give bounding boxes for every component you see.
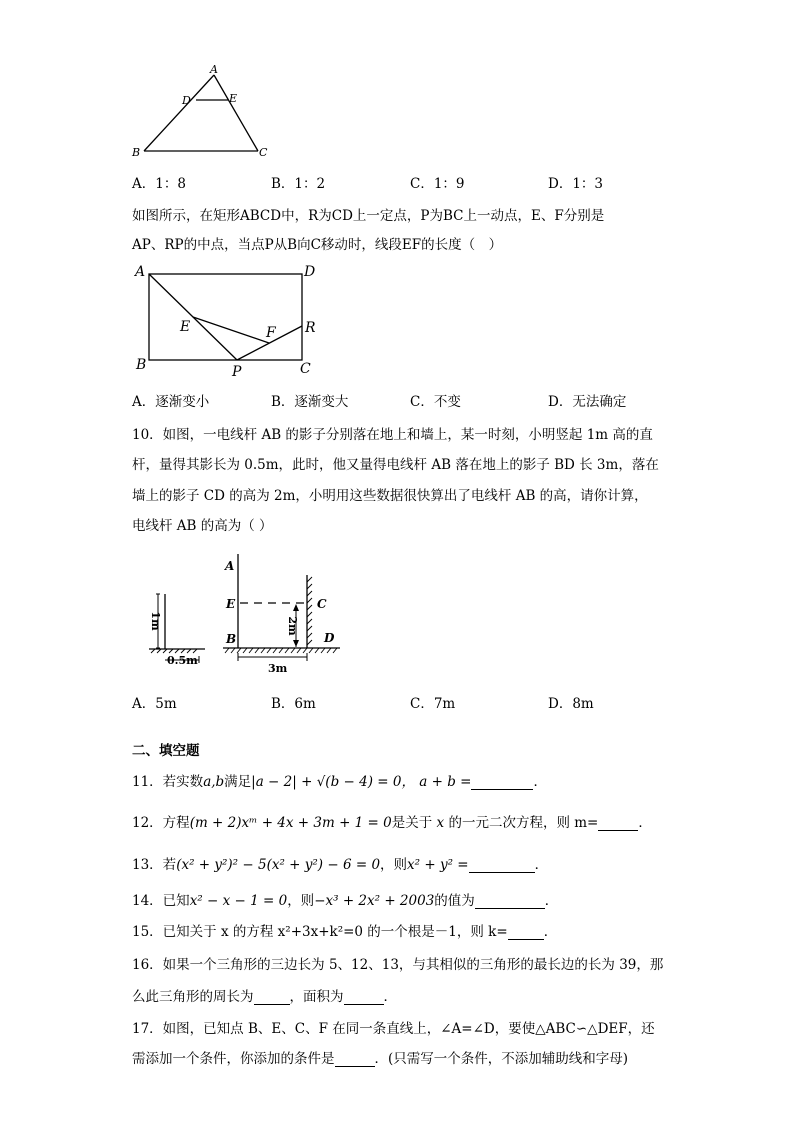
q13-period: ． xyxy=(534,857,549,873)
q9-option-c: C．不变 xyxy=(410,394,461,410)
q16-area-blank[interactable] xyxy=(344,990,384,1005)
label-A: A xyxy=(210,63,218,76)
q16-perimeter-label: 么此三角形的周长为 xyxy=(132,989,254,1005)
q10-pole-shadow-figure xyxy=(135,550,350,678)
label-F: F xyxy=(266,325,276,341)
section-fill-in-blank-heading: 二、填空题 xyxy=(132,743,200,759)
label-C: C xyxy=(259,146,268,159)
q10-option-c: C．7m xyxy=(410,696,456,712)
label-P: P xyxy=(232,364,242,380)
q16-line2 xyxy=(132,985,397,1005)
q16-period: ． xyxy=(383,989,397,1005)
label-D: D xyxy=(304,264,316,280)
wall-shadow-2m: 2m xyxy=(286,616,299,636)
q10-option-a: A．5m xyxy=(132,696,177,712)
q15-text: 15．已知关于 x 的方程 x²+3x+k²=0 的一个根是－1，则 k= xyxy=(132,924,508,940)
q15 xyxy=(132,920,557,940)
label-A: A xyxy=(135,264,146,280)
q12-x: x xyxy=(436,815,445,831)
q10-text-line3: 墙上的影子 CD 的高为 2m，小明用这些数据很快算出了电线杆 AB 的高，请你计算， xyxy=(132,488,648,504)
q12-expr: (m + 2)xᵐ + 4x + 3m + 1 = 0 xyxy=(189,815,392,831)
q14-expr2: −x³ + 2x² + 2003 xyxy=(314,893,435,909)
label-D: D xyxy=(324,631,335,645)
label-B: B xyxy=(136,357,147,373)
q8-option-d: D．1：3 xyxy=(548,176,604,192)
label-C: C xyxy=(300,361,311,377)
q13-mid: ，则 xyxy=(380,857,408,873)
label-E: E xyxy=(180,319,191,335)
label-D: D xyxy=(182,94,191,107)
q10-text-line1: 10．如图，一电线杆 AB 的影子分别落在地上和墙上，某一时刻，小明竖起 1m 高的直 xyxy=(132,427,653,443)
q15-period: ． xyxy=(543,924,558,940)
q13 xyxy=(132,853,548,873)
q11-vars: a,b xyxy=(203,774,225,790)
q13-tail: x² + y² = xyxy=(407,857,469,873)
q9-option-b: B．逐渐变大 xyxy=(271,394,349,410)
q15-answer-blank[interactable] xyxy=(508,925,544,940)
q9-text-line2: AP、RP的中点，当点P从B向C移动时，线段EF的长度（ ） xyxy=(132,237,503,253)
q14-answer-blank[interactable] xyxy=(475,894,545,909)
q14-expr1: x² − x − 1 = 0 xyxy=(189,893,288,909)
q10-text-line4: 电线杆 AB 的高为（ ） xyxy=(132,518,273,534)
q8-option-b: B．1：2 xyxy=(271,176,326,192)
ground-shadow-3m: 3m xyxy=(268,662,288,675)
q13-expr: (x² + y²)² − 5(x² + y²) − 6 = 0 xyxy=(176,857,381,873)
q10-text-line2: 杆，量得其影长为 0.5m，此时，他又量得电线杆 AB 落在地上的影子 BD 长 3m，落在 xyxy=(132,457,659,473)
stick-height-1m: 1m xyxy=(149,611,162,631)
q8-option-c: C．1：9 xyxy=(410,176,465,192)
q12-prefix: 12．方程 xyxy=(132,815,190,831)
q16-perimeter-blank[interactable] xyxy=(254,990,290,1005)
q12-mid: 是关于 xyxy=(391,815,437,831)
label-C: C xyxy=(317,597,327,611)
q11-period: ． xyxy=(533,774,547,790)
q12-period: ． xyxy=(638,815,652,831)
q13-answer-blank[interactable] xyxy=(469,858,535,873)
q12 xyxy=(132,811,652,831)
label-B: B xyxy=(132,146,141,159)
label-E: E xyxy=(229,92,238,105)
q14-mid: ，则 xyxy=(287,893,315,909)
q17-answer-blank[interactable] xyxy=(335,1052,375,1067)
q11-prefix: 11．若实数 xyxy=(132,774,204,790)
q14-period: ． xyxy=(544,893,559,909)
label-E: E xyxy=(226,597,236,611)
q12-answer-blank[interactable] xyxy=(598,816,638,831)
stick-shadow-0.5m: 0.5m xyxy=(167,654,198,667)
q17-line1: 17．如图，已知点 B、E、C、F 在同一条直线上，∠A=∠D，要使△ABC∽△DEF，还 xyxy=(132,1021,655,1037)
q11-answer-blank[interactable] xyxy=(471,775,533,790)
q11-expr: |a − 2| + √(b − 4) = 0， xyxy=(251,774,415,790)
q9-option-a: A．逐渐变小 xyxy=(132,394,210,410)
q9-text-line1: 如图所示，在矩形ABCD中，R为CD上一定点，P为BC上一动点，E、F分别是 xyxy=(132,208,605,224)
q8-triangle-figure xyxy=(128,62,278,162)
label-R: R xyxy=(305,320,316,336)
label-A: A xyxy=(225,559,235,573)
label-B: B xyxy=(226,632,237,646)
q16-line1: 16．如果一个三角形的三边长为 5、12、13，与其相似的三角形的最长边的长为 39，那 xyxy=(132,957,664,973)
q14-prefix: 14．已知 xyxy=(132,893,190,909)
q17-note: ．(只需写一个条件，不添加辅助线和字母) xyxy=(374,1051,629,1067)
q9-rectangle-figure xyxy=(132,262,332,380)
q10-option-d: D．8m xyxy=(548,696,594,712)
q14 xyxy=(132,889,558,909)
q16-area-label: ，面积为 xyxy=(289,989,344,1005)
q17-line2 xyxy=(132,1047,628,1067)
q10-option-b: B．6m xyxy=(271,696,316,712)
q17-prompt: 需添加一个条件，你添加的条件是 xyxy=(132,1051,335,1067)
q11-mid: 满足 xyxy=(224,774,252,790)
q9-option-d: D．无法确定 xyxy=(548,394,627,410)
q14-tail: 的值为 xyxy=(434,893,475,909)
q11 xyxy=(132,770,547,790)
q13-prefix: 13．若 xyxy=(132,857,177,873)
q8-option-a: A．1：8 xyxy=(132,176,186,192)
q12-tail: 的一元二次方程，则 m= xyxy=(444,815,599,831)
q11-tail: a + b = xyxy=(419,774,472,790)
